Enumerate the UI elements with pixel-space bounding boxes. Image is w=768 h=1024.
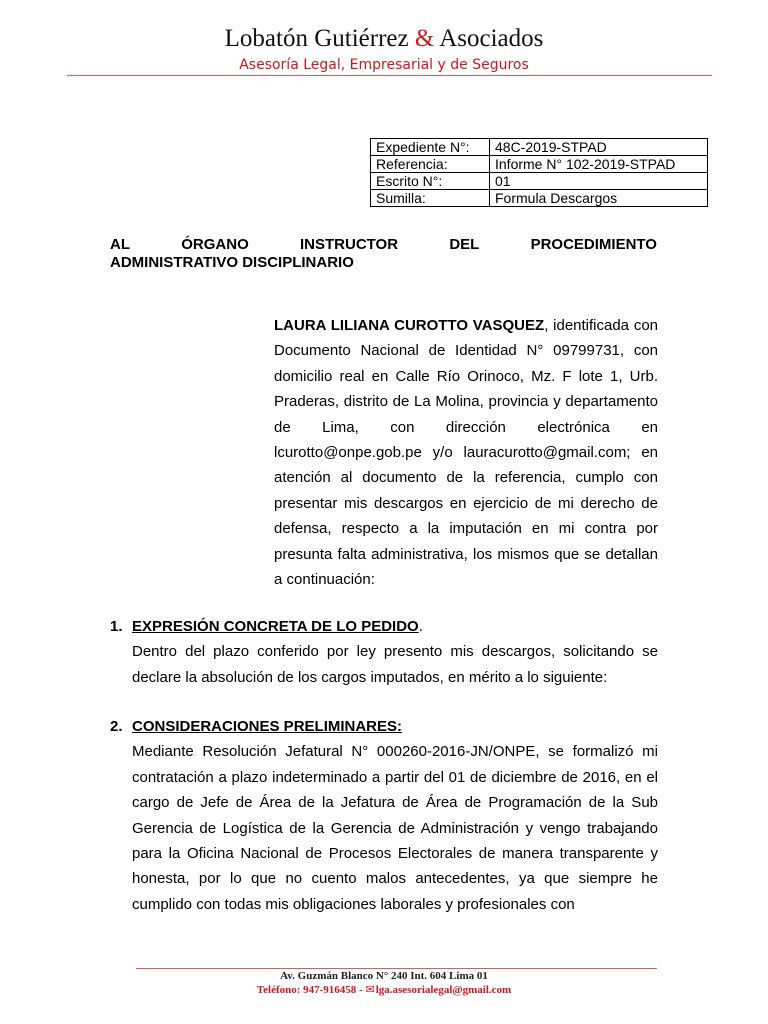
addressee-word: PROCEDIMIENTO — [530, 236, 657, 253]
footer-phone: Teléfono: 947-916458 - — [256, 984, 363, 996]
firm-tagline: Asesoría Legal, Empresarial y de Seguros — [239, 57, 529, 73]
intro-text: , identificada con Documento Nacional de Identidad N° 09799731, con domicilio real en Calle Río Orinoco, Mz. F lote 1, Urb. Praderas, distrito de La Molina, provincia y departamento de Lima, con dirección electrónica en lcurotto@onpe.gob.pe y/o lauracurotto@gmail.com; en atención al documento de la referencia, cumplo con presentar mis descargos en ejercicio de mi derecho de defensa, respecto a la imputación en mi contra por presunta falta administrativa, los mismos que se detallan a continuación: — [274, 317, 658, 589]
ref-label: Sumilla: — [371, 190, 490, 207]
firm-name — [0, 24, 768, 54]
section-heading — [110, 714, 658, 739]
reference-table — [370, 138, 708, 207]
ref-value: Formula Descargos — [490, 190, 708, 207]
ref-value: 01 — [490, 173, 708, 190]
table-row — [371, 139, 708, 156]
footer-address: Av. Guzmán Blanco N° 240 Int. 604 Lima 01 — [280, 970, 488, 982]
firm-name-part1: Lobatón Gutiérrez — [224, 25, 409, 52]
petitioner-name: LAURA LILIANA CUROTTO VASQUEZ — [274, 317, 545, 334]
firm-name-ampersand: & — [414, 25, 435, 52]
ref-label: Referencia: — [371, 156, 490, 173]
addressee-word: AL — [110, 236, 130, 253]
section-2 — [110, 714, 658, 917]
section-body: Mediante Resolución Jefatural N° 000260-2016-JN/ONPE, se formalizó mi contratación a plazo indeterminado a partir del 01 de diciembre de 2016, en el cargo de Jefe de Área de la Jefatura de Área de Programación de la Sub Gerencia de Logística de la Gerencia de Administración y vengo trabajando para la Oficina Nacional de Procesos Electorales de manera transparente y honesta, por lo que no cuento malos antecedentes, ya que siempre he cumplido con todas mis obligaciones laborales y profesionales con — [132, 743, 658, 913]
addressee — [110, 236, 657, 272]
addressee-line-1 — [110, 236, 657, 254]
section-1 — [110, 614, 658, 690]
ref-label: Escrito N°: — [371, 173, 490, 190]
ref-label: Expediente N°: — [371, 139, 490, 156]
addressee-word: INSTRUCTOR — [300, 236, 399, 253]
addressee-word: ÓRGANO — [181, 236, 249, 253]
firm-name-part2: Asociados — [439, 25, 544, 52]
footer-contact — [0, 983, 768, 997]
header-divider — [67, 75, 712, 76]
section-title: CONSIDERACIONES PRELIMINARES: — [132, 718, 403, 735]
mail-icon: ✉ — [365, 984, 375, 996]
ref-value: 48C-2019-STPAD — [490, 139, 708, 156]
table-row — [371, 190, 708, 207]
intro-paragraph — [274, 313, 658, 592]
footer — [0, 969, 768, 997]
section-number: 2. — [110, 718, 123, 735]
ref-value: Informe N° 102-2019-STPAD — [490, 156, 708, 173]
addressee-word: DEL — [449, 236, 480, 253]
section-title: EXPRESIÓN CONCRETA DE LO PEDIDO — [132, 618, 419, 635]
section-body: Dentro del plazo conferido por ley presento mis descargos, solicitando se declare la absolución de los cargos imputados, en mérito a lo siguiente: — [132, 643, 658, 686]
section-number: 1. — [110, 618, 123, 635]
table-row — [371, 156, 708, 173]
section-title-suffix: . — [418, 618, 423, 635]
addressee-line-2: ADMINISTRATIVO DISCIPLINARIO — [110, 254, 354, 271]
footer-email[interactable]: lga.asesorialegal@gmail.com — [375, 984, 512, 996]
section-heading — [110, 614, 658, 639]
table-row — [371, 173, 708, 190]
letterhead — [0, 24, 768, 74]
